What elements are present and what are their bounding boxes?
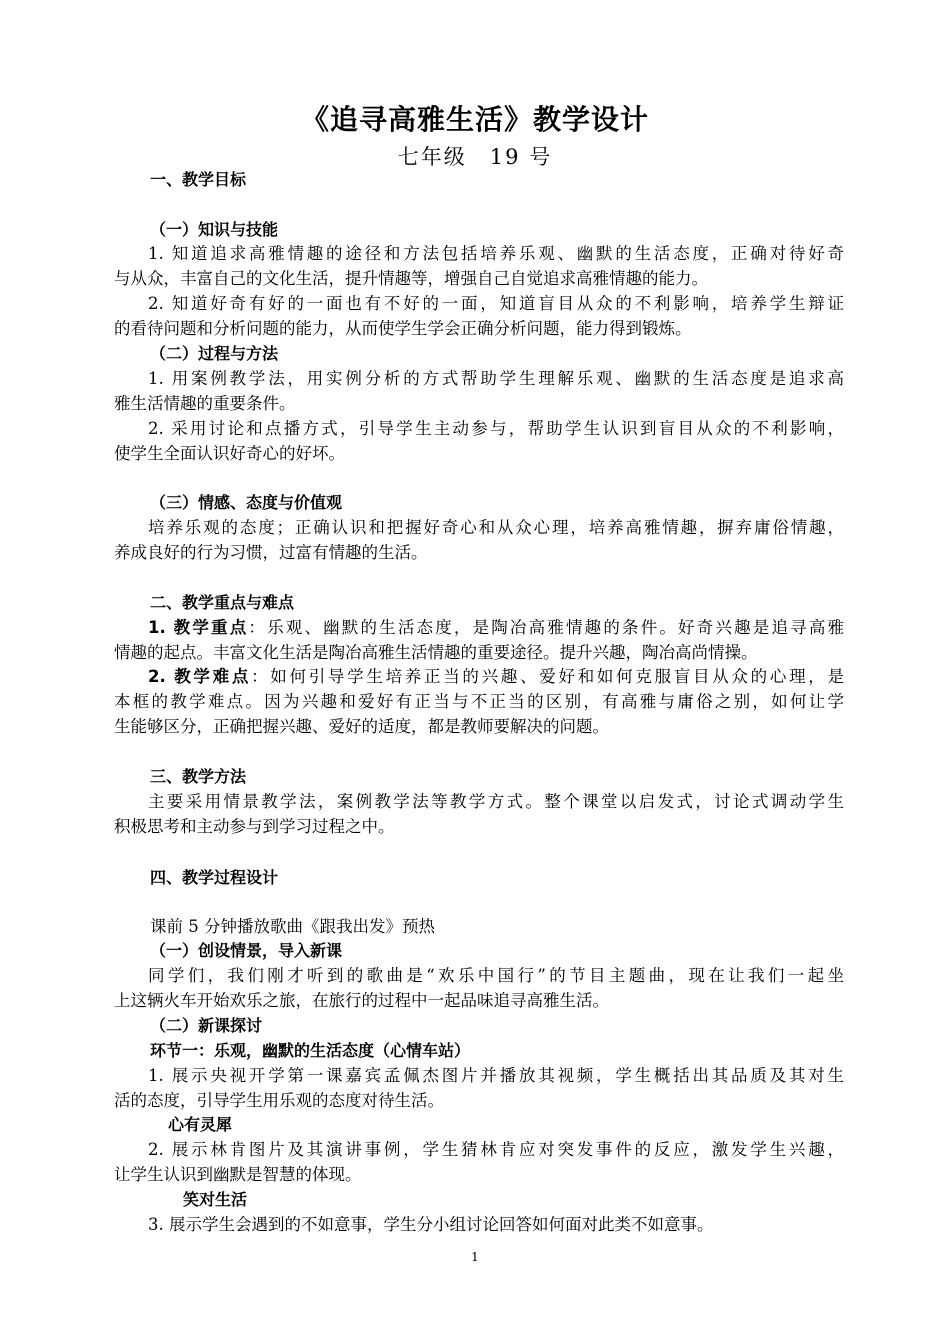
key-point-text: ：乐观、幽默的生活态度，是陶冶高雅情趣的条件。好奇兴趣是追寻高雅 <box>248 618 845 637</box>
paragraph-line: 1. 用案例教学法，用实例分析的方式帮助学生理解乐观、幽默的生活态度是追求高 <box>148 369 844 388</box>
subheading-emotion-values: （三）情感、态度与价值观 <box>150 493 343 512</box>
paragraph-line: 主要采用情景教学法，案例教学法等教学方式。整个课堂以启发式，讨论式调动学生 <box>148 792 844 811</box>
paragraph-line: 情趣的起点。丰富文化生活是陶冶高雅生活情趣的重要途径。提升兴趣，陶冶高尚情操。 <box>114 643 758 662</box>
document-title: 《追寻高雅生活》教学设计 <box>300 103 649 136</box>
paragraph-line: 本框的教学难点。因为兴趣和爱好有正当与不正当的区别，有高雅与庸俗之别，如何让学 <box>114 692 844 711</box>
subheading-smile-at-life: 笑对生活 <box>183 1190 248 1209</box>
paragraph-line: 让学生认识到幽默是智慧的体现。 <box>114 1165 362 1184</box>
difficulty-label: 2. 教学难点 <box>148 667 252 686</box>
subheading-process-method: （二）过程与方法 <box>150 344 279 363</box>
paragraph-line <box>148 665 844 689</box>
key-point-label: 1. 教学重点 <box>148 618 249 637</box>
paragraph-line <box>148 616 844 640</box>
paragraph-line: 2. 采用讨论和点播方式，引导学生主动参与，帮助学生认识到盲目从众的不利影响， <box>148 419 844 438</box>
paragraph-line: 上这辆火车开始欢乐之旅，在旅行的过程中一起品味追寻高雅生活。 <box>114 991 609 1010</box>
paragraph-line: 养成良好的行为习惯，过富有情趣的生活。 <box>114 543 428 562</box>
subheading-new-lesson: （二）新课探讨 <box>150 1016 263 1035</box>
paragraph-line: 同学们，我们刚才听到的歌曲是“欢乐中国行”的节目主题曲，现在让我们一起坐 <box>148 966 844 985</box>
paragraph-line: 3. 展示学生会遇到的不如意事，学生分小组讨论回答如何面对此类不如意事。 <box>148 1215 714 1234</box>
paragraph-line: 生能够区分，正确把握兴趣、爱好的适度，都是教师要解决的问题。 <box>114 717 609 736</box>
section-heading-teaching-goals: 一、教学目标 <box>150 170 247 189</box>
subheading-link-one: 环节一：乐观，幽默的生活态度（心情车站） <box>150 1041 471 1060</box>
paragraph-line: 课前 5 分钟播放歌曲《跟我出发》预热 <box>150 917 435 936</box>
subheading-heart-connection: 心有灵犀 <box>168 1115 233 1134</box>
section-heading-key-points: 二、教学重点与难点 <box>150 593 295 612</box>
paragraph-line: 活的态度，引导学生用乐观的态度对待生活。 <box>114 1091 444 1110</box>
difficulty-text: ：如何引导学生培养正当的兴趣、爱好和如何克服盲目从众的心理，是 <box>251 667 845 686</box>
page-number: 1 <box>471 1250 479 1264</box>
paragraph-line: 使学生全面认识好奇心的好坏。 <box>114 444 345 463</box>
paragraph-line: 1. 知道追求高雅情趣的途径和方法包括培养乐观、幽默的生活态度，正确对待好奇 <box>148 244 844 263</box>
paragraph-line: 的看待问题和分析问题的能力，从而使学生学会正确分析问题，能力得到锻炼。 <box>114 319 692 338</box>
section-heading-process-design: 四、教学过程设计 <box>150 868 279 887</box>
paragraph-line: 雅生活情趣的重要条件。 <box>114 394 296 413</box>
section-heading-methods: 三、教学方法 <box>150 767 247 786</box>
paragraph-line: 1. 展示央视开学第一课嘉宾孟佩杰图片并播放其视频，学生概括出其品质及其对生 <box>148 1066 844 1085</box>
paragraph-line: 2. 展示林肯图片及其演讲事例，学生猜林肯应对突发事件的反应，激发学生兴趣， <box>148 1140 844 1159</box>
paragraph-line: 培养乐观的态度；正确认识和把握好奇心和从众心理，培养高雅情趣，摒弃庸俗情趣， <box>148 518 844 537</box>
document-subtitle: 七年级 19 号 <box>397 145 553 169</box>
paragraph-line: 积极思考和主动参与到学习过程之中。 <box>114 817 395 836</box>
subheading-scene-intro: （一）创设情景，导入新课 <box>150 941 343 960</box>
subheading-knowledge-skills: （一）知识与技能 <box>150 220 279 239</box>
paragraph-line: 2. 知道好奇有好的一面也有不好的一面，知道盲目从众的不利影响，培养学生辩证 <box>148 294 844 313</box>
paragraph-line: 与从众，丰富自己的文化生活，提升情趣等，增强自己自觉追求高雅情趣的能力。 <box>114 269 708 288</box>
